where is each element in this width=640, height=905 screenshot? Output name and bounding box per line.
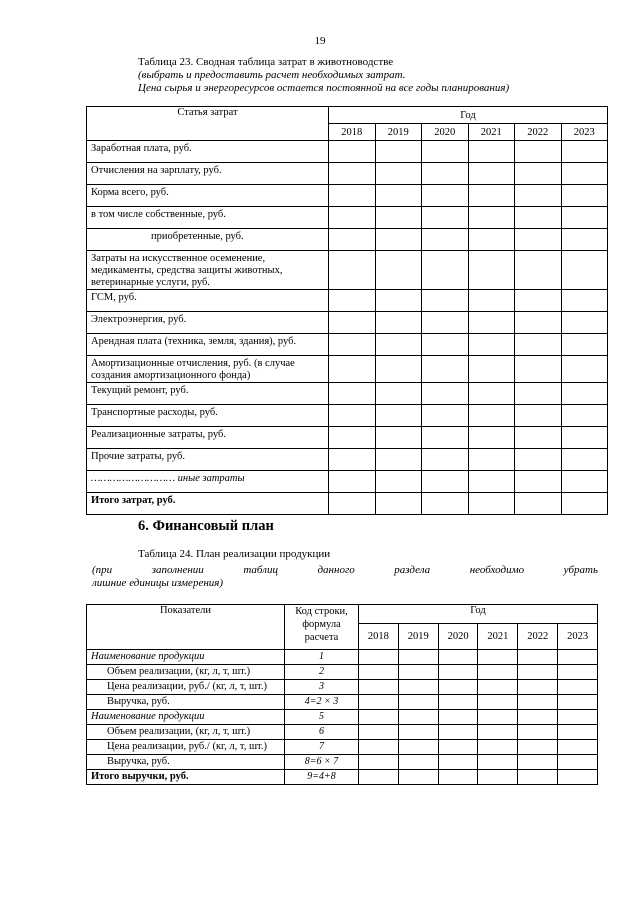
input-cell[interactable] [359, 770, 399, 785]
table-row-total [87, 493, 608, 515]
row-label: ……………………… иные затраты [87, 471, 329, 493]
input-cell[interactable] [359, 755, 399, 770]
input-cell[interactable] [478, 680, 518, 695]
input-cell[interactable] [422, 471, 469, 493]
table23-year: 2023 [561, 124, 608, 141]
table-row [87, 405, 608, 427]
input-cell[interactable] [478, 770, 518, 785]
input-cell[interactable] [468, 207, 515, 229]
input-cell[interactable] [515, 471, 562, 493]
row-label: Прочие затраты, руб. [87, 449, 329, 471]
input-cell[interactable] [468, 290, 515, 312]
sales-plan-table [86, 604, 598, 785]
cost-summary-table [86, 106, 608, 515]
input-cell[interactable] [518, 680, 558, 695]
table-row [87, 680, 598, 695]
input-cell[interactable] [468, 383, 515, 405]
table-row-total [87, 770, 598, 785]
input-cell[interactable] [561, 427, 608, 449]
table-row [87, 665, 598, 680]
input-cell[interactable] [561, 229, 608, 251]
input-cell[interactable] [558, 755, 598, 770]
input-cell[interactable] [329, 493, 376, 515]
input-cell[interactable] [359, 740, 399, 755]
row-label: Объем реализации, (кг, л, т, шт.) [87, 665, 285, 680]
page-number: 19 [314, 35, 326, 47]
input-cell[interactable] [375, 334, 422, 356]
input-cell[interactable] [478, 710, 518, 725]
row-label: Отчисления на зарплату, руб. [87, 163, 329, 185]
input-cell[interactable] [558, 695, 598, 710]
input-cell[interactable] [468, 334, 515, 356]
row-label: Объем реализации, (кг, л, т, шт.) [87, 725, 285, 740]
table-row [87, 185, 608, 207]
table24-note-line-1: (при заполнении таблиц данного раздела необходимо убрать [92, 564, 598, 576]
input-cell[interactable] [375, 251, 422, 290]
input-cell[interactable] [329, 290, 376, 312]
table-row [87, 163, 608, 185]
row-label: Затраты на искусственное осеменение, медикаменты, средства защиты животных, ветеринарные услуги, руб. [87, 251, 329, 290]
row-label: Арендная плата (техника, земля, здания), руб. [87, 334, 329, 356]
input-cell[interactable] [422, 207, 469, 229]
input-cell[interactable] [422, 251, 469, 290]
row-label: Наименование продукции [87, 650, 285, 665]
input-cell[interactable] [518, 770, 558, 785]
row-label: Амортизационные отчисления, руб. (в случае создания амортизационного фонда) [87, 356, 329, 383]
input-cell[interactable] [359, 665, 399, 680]
input-cell[interactable] [561, 251, 608, 290]
table-row [87, 207, 608, 229]
input-cell[interactable] [515, 290, 562, 312]
input-cell[interactable] [478, 755, 518, 770]
table-row [87, 427, 608, 449]
input-cell[interactable] [468, 493, 515, 515]
input-cell[interactable] [375, 141, 422, 163]
input-cell[interactable] [359, 725, 399, 740]
table23-note-1: (выбрать и предоставить расчет необходимых затрат. [138, 69, 406, 81]
input-cell[interactable] [375, 312, 422, 334]
input-cell[interactable] [515, 383, 562, 405]
input-cell[interactable] [422, 449, 469, 471]
input-cell[interactable] [375, 383, 422, 405]
row-code: 6 [285, 725, 359, 740]
section-title: 6. Финансовый план [138, 518, 274, 534]
row-label: в том числе собственные, руб. [87, 207, 329, 229]
row-label: Выручка, руб. [87, 755, 285, 770]
input-cell[interactable] [329, 163, 376, 185]
input-cell[interactable] [478, 665, 518, 680]
input-cell[interactable] [329, 427, 376, 449]
row-label: Корма всего, руб. [87, 185, 329, 207]
input-cell[interactable] [515, 356, 562, 383]
input-cell[interactable] [398, 770, 438, 785]
input-cell[interactable] [375, 290, 422, 312]
input-cell[interactable] [468, 312, 515, 334]
table-row [87, 471, 608, 493]
table24-year: 2023 [558, 624, 598, 650]
input-cell[interactable] [375, 163, 422, 185]
input-cell[interactable] [375, 405, 422, 427]
table-row [87, 725, 598, 740]
input-cell[interactable] [518, 725, 558, 740]
input-cell[interactable] [515, 449, 562, 471]
input-cell[interactable] [329, 251, 376, 290]
input-cell[interactable] [375, 229, 422, 251]
row-label: Реализационные затраты, руб. [87, 427, 329, 449]
input-cell[interactable] [515, 141, 562, 163]
table24-col-year: Год [359, 605, 598, 624]
input-cell[interactable] [561, 185, 608, 207]
input-cell[interactable] [478, 725, 518, 740]
row-label: Цена реализации, руб./ (кг, л, т, шт.) [87, 680, 285, 695]
input-cell[interactable] [518, 695, 558, 710]
input-cell[interactable] [561, 290, 608, 312]
table-row [87, 141, 608, 163]
row-code: 5 [285, 710, 359, 725]
input-cell[interactable] [422, 405, 469, 427]
input-cell[interactable] [468, 356, 515, 383]
input-cell[interactable] [561, 141, 608, 163]
input-cell[interactable] [515, 163, 562, 185]
row-code: 3 [285, 680, 359, 695]
input-cell[interactable] [438, 650, 478, 665]
table24-year: 2018 [359, 624, 399, 650]
table-row [87, 356, 608, 383]
table24-year: 2021 [478, 624, 518, 650]
row-label: Текущий ремонт, руб. [87, 383, 329, 405]
input-cell[interactable] [422, 334, 469, 356]
input-cell[interactable] [438, 665, 478, 680]
input-cell[interactable] [422, 493, 469, 515]
input-cell[interactable] [438, 695, 478, 710]
table-row [87, 229, 608, 251]
table-row [87, 251, 608, 290]
input-cell[interactable] [468, 405, 515, 427]
row-code: 7 [285, 740, 359, 755]
table24-col-code: Код строки, формула расчета [285, 605, 359, 650]
input-cell[interactable] [558, 665, 598, 680]
input-cell[interactable] [329, 207, 376, 229]
table23-year: 2019 [375, 124, 422, 141]
row-label: ГСМ, руб. [87, 290, 329, 312]
row-label: Транспортные расходы, руб. [87, 405, 329, 427]
table24-year: 2022 [518, 624, 558, 650]
table24-header-row [87, 605, 598, 624]
input-cell[interactable] [515, 229, 562, 251]
input-cell[interactable] [329, 141, 376, 163]
table-row [87, 383, 608, 405]
table23-col-year: Год [329, 107, 608, 124]
input-cell[interactable] [398, 725, 438, 740]
input-cell[interactable] [478, 695, 518, 710]
input-cell[interactable] [558, 725, 598, 740]
input-cell[interactable] [518, 740, 558, 755]
table23-year: 2018 [329, 124, 376, 141]
input-cell[interactable] [329, 471, 376, 493]
input-cell[interactable] [422, 229, 469, 251]
input-cell[interactable] [375, 356, 422, 383]
row-code: 8=6 × 7 [285, 755, 359, 770]
input-cell[interactable] [438, 725, 478, 740]
input-cell[interactable] [518, 710, 558, 725]
input-cell[interactable] [438, 770, 478, 785]
row-label: Электроэнергия, руб. [87, 312, 329, 334]
row-label: Наименование продукции [87, 710, 285, 725]
input-cell[interactable] [329, 405, 376, 427]
input-cell[interactable] [375, 185, 422, 207]
input-cell[interactable] [561, 405, 608, 427]
table24-note-line-2: лишние единицы измерения) [92, 577, 224, 589]
input-cell[interactable] [398, 665, 438, 680]
input-cell[interactable] [518, 650, 558, 665]
input-cell[interactable] [375, 471, 422, 493]
input-cell[interactable] [561, 471, 608, 493]
input-cell[interactable] [398, 740, 438, 755]
row-label: Итого выручки, руб. [87, 770, 285, 785]
table-row [87, 334, 608, 356]
input-cell[interactable] [515, 427, 562, 449]
row-code: 1 [285, 650, 359, 665]
input-cell[interactable] [422, 163, 469, 185]
input-cell[interactable] [478, 740, 518, 755]
table24-year: 2019 [398, 624, 438, 650]
input-cell[interactable] [329, 312, 376, 334]
input-cell[interactable] [422, 141, 469, 163]
row-label: Итого затрат, руб. [87, 493, 329, 515]
input-cell[interactable] [359, 710, 399, 725]
input-cell[interactable] [468, 471, 515, 493]
table-row [87, 740, 598, 755]
input-cell[interactable] [438, 680, 478, 695]
input-cell[interactable] [558, 740, 598, 755]
input-cell[interactable] [558, 710, 598, 725]
input-cell[interactable] [561, 334, 608, 356]
input-cell[interactable] [359, 650, 399, 665]
table23-year: 2021 [468, 124, 515, 141]
input-cell[interactable] [561, 493, 608, 515]
table-row [87, 755, 598, 770]
table-row [87, 449, 608, 471]
table24-year: 2020 [438, 624, 478, 650]
table23-note-2: Цена сырья и энергоресурсов остается постоянной на все годы планирования) [138, 82, 510, 94]
input-cell[interactable] [558, 770, 598, 785]
table-row [87, 710, 598, 725]
input-cell[interactable] [422, 185, 469, 207]
row-code: 4=2 × 3 [285, 695, 359, 710]
input-cell[interactable] [515, 207, 562, 229]
input-cell[interactable] [515, 185, 562, 207]
table-row [87, 650, 598, 665]
row-label: Цена реализации, руб./ (кг, л, т, шт.) [87, 740, 285, 755]
input-cell[interactable] [515, 405, 562, 427]
input-cell[interactable] [468, 163, 515, 185]
table23-year: 2022 [515, 124, 562, 141]
input-cell[interactable] [398, 695, 438, 710]
table24-col-indicators: Показатели [87, 605, 285, 650]
input-cell[interactable] [518, 665, 558, 680]
input-cell[interactable] [438, 740, 478, 755]
input-cell[interactable] [398, 650, 438, 665]
input-cell[interactable] [558, 650, 598, 665]
table23-caption-block [138, 56, 509, 95]
input-cell[interactable] [329, 449, 376, 471]
table23-header-row [87, 107, 608, 124]
input-cell[interactable] [561, 163, 608, 185]
input-cell[interactable] [422, 356, 469, 383]
row-code: 9=4+8 [285, 770, 359, 785]
input-cell[interactable] [329, 229, 376, 251]
input-cell[interactable] [398, 755, 438, 770]
input-cell[interactable] [561, 356, 608, 383]
input-cell[interactable] [398, 710, 438, 725]
input-cell[interactable] [515, 493, 562, 515]
input-cell[interactable] [468, 141, 515, 163]
input-cell[interactable] [561, 312, 608, 334]
input-cell[interactable] [329, 356, 376, 383]
input-cell[interactable] [422, 383, 469, 405]
input-cell[interactable] [438, 710, 478, 725]
input-cell[interactable] [478, 650, 518, 665]
input-cell[interactable] [359, 680, 399, 695]
input-cell[interactable] [398, 680, 438, 695]
input-cell[interactable] [558, 680, 598, 695]
input-cell[interactable] [561, 207, 608, 229]
input-cell[interactable] [329, 185, 376, 207]
input-cell[interactable] [468, 427, 515, 449]
row-label: приобретенные, руб. [87, 229, 329, 251]
input-cell[interactable] [375, 427, 422, 449]
table23-year: 2020 [422, 124, 469, 141]
table-row [87, 290, 608, 312]
input-cell[interactable] [438, 755, 478, 770]
input-cell[interactable] [375, 493, 422, 515]
input-cell[interactable] [422, 290, 469, 312]
input-cell[interactable] [468, 251, 515, 290]
input-cell[interactable] [515, 334, 562, 356]
input-cell[interactable] [518, 755, 558, 770]
table24-caption: Таблица 24. План реализации продукции [138, 548, 331, 560]
input-cell[interactable] [375, 207, 422, 229]
input-cell[interactable] [515, 251, 562, 290]
input-cell[interactable] [468, 229, 515, 251]
row-label: Заработная плата, руб. [87, 141, 329, 163]
input-cell[interactable] [329, 383, 376, 405]
input-cell[interactable] [359, 695, 399, 710]
input-cell[interactable] [329, 334, 376, 356]
input-cell[interactable] [468, 185, 515, 207]
input-cell[interactable] [468, 449, 515, 471]
table-row [87, 312, 608, 334]
row-code: 2 [285, 665, 359, 680]
input-cell[interactable] [375, 449, 422, 471]
input-cell[interactable] [561, 449, 608, 471]
row-label: Выручка, руб. [87, 695, 285, 710]
input-cell[interactable] [422, 427, 469, 449]
table-row [87, 695, 598, 710]
input-cell[interactable] [561, 383, 608, 405]
table23-col-article: Статья затрат [87, 107, 329, 141]
input-cell[interactable] [422, 312, 469, 334]
table23-caption: Таблица 23. Сводная таблица затрат в животноводстве [138, 56, 394, 68]
input-cell[interactable] [515, 312, 562, 334]
